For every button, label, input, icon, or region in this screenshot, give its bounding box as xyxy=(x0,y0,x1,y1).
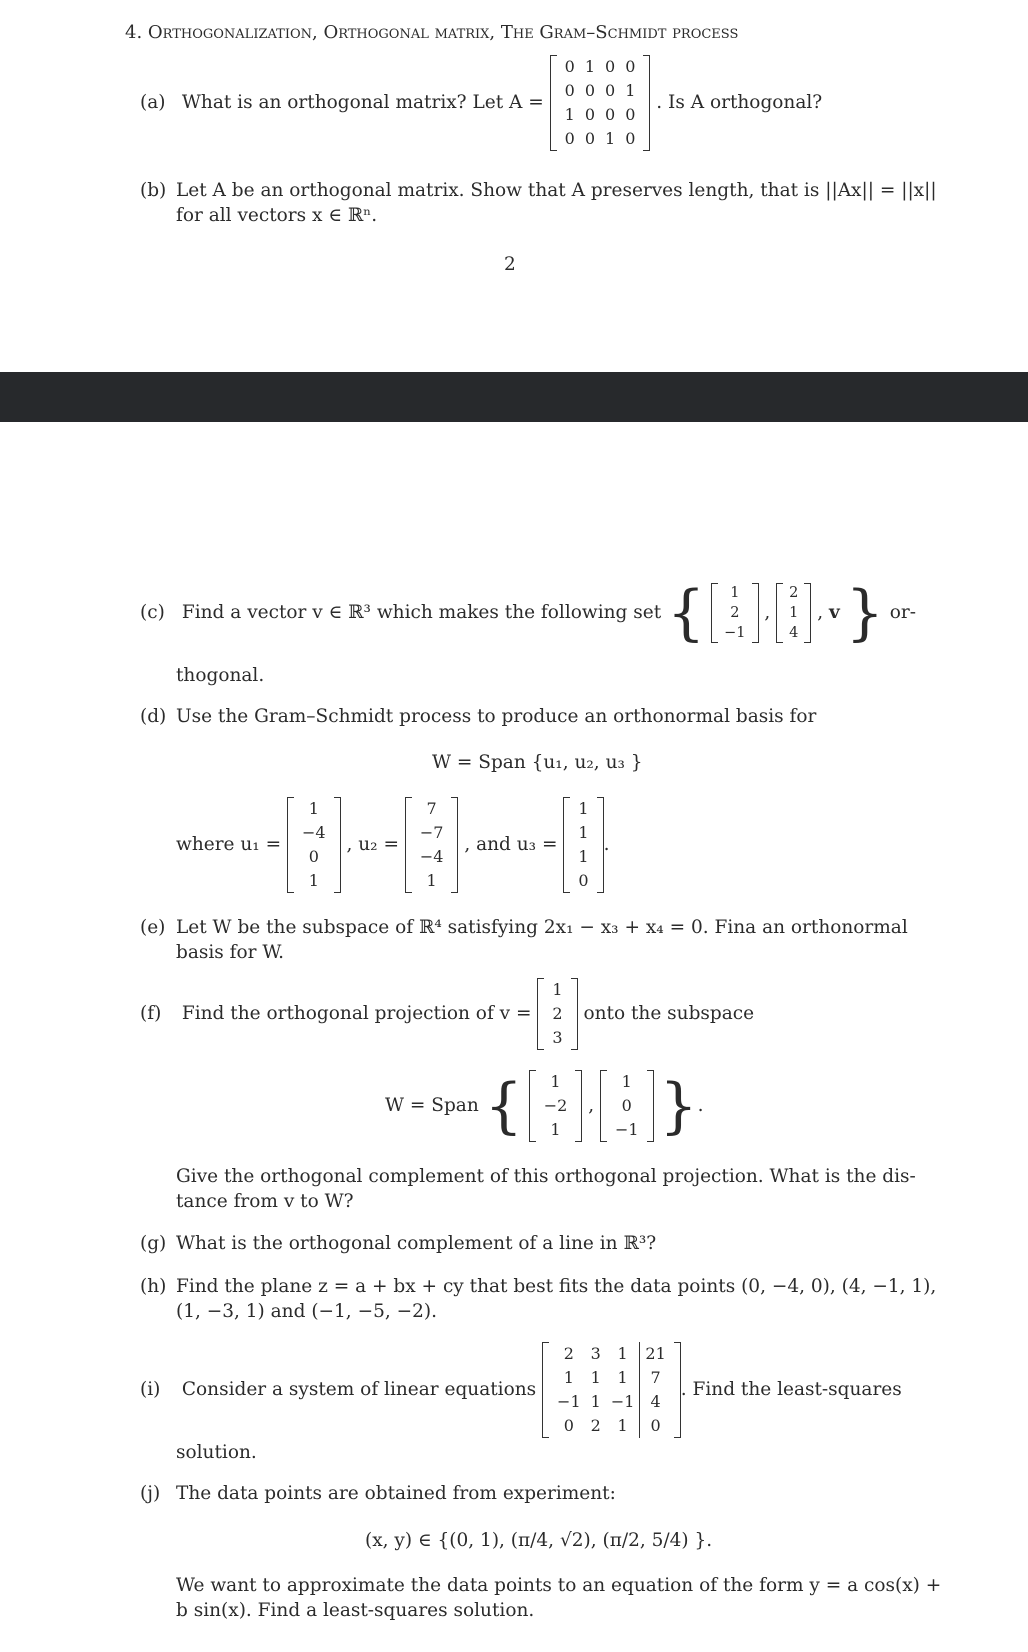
matrix-entry: −1 xyxy=(610,1392,635,1411)
matrix-entry: 1 xyxy=(590,1392,601,1411)
span-label: W = Span xyxy=(385,1095,479,1116)
matrix-entry: −1 xyxy=(557,1392,581,1411)
vector-u3 xyxy=(563,797,603,893)
part-h xyxy=(140,1274,936,1324)
part-c-tail: or- xyxy=(889,602,916,623)
matrix-entry: 1 xyxy=(625,81,636,100)
part-h-line1: Find the plane z = a + bx + cy that best fits the data points (0, −4, 0), (4, −1, 1), xyxy=(176,1276,937,1297)
augmented-matrix xyxy=(542,1342,681,1438)
u3-label: , and u₃ = xyxy=(464,834,558,855)
matrix-entry: 0 xyxy=(605,105,616,124)
matrix-entry: 1 xyxy=(578,823,589,842)
part-f xyxy=(140,978,754,1050)
matrix-entry: 0 xyxy=(621,1096,632,1115)
part-g xyxy=(140,1233,656,1254)
matrix-entry: 0 xyxy=(564,81,575,100)
right-brace: } xyxy=(845,578,884,648)
part-b xyxy=(140,178,937,228)
matrix-entry: 0 xyxy=(625,129,636,148)
matrix-entry: 0 xyxy=(625,57,636,76)
matrix-entry: 1 xyxy=(605,129,616,148)
matrix-entry: 0 xyxy=(308,847,319,866)
part-j-line3: We want to approximate the data points to an equation of the form y = a cos(x) + xyxy=(176,1575,942,1596)
matrix-entry: 1 xyxy=(308,799,319,818)
part-j-label: (j) xyxy=(140,1483,161,1504)
matrix-entry: −7 xyxy=(419,823,444,842)
matrix-entry: 0 xyxy=(564,129,575,148)
part-f-after: onto the subspace xyxy=(583,1003,755,1024)
u2-label: , u₂ = xyxy=(346,834,399,855)
matrix-entry: 1 xyxy=(552,980,563,999)
matrix-entry: 1 xyxy=(578,847,589,866)
period: . xyxy=(603,834,610,855)
part-g-label: (g) xyxy=(140,1233,167,1254)
matrix-entry: −2 xyxy=(543,1096,568,1115)
part-b-label: (b) xyxy=(140,180,167,201)
right-brace: } xyxy=(659,1071,698,1141)
matrix-a xyxy=(550,55,651,151)
matrix-entry: 0 xyxy=(640,1414,671,1438)
part-e-label: (e) xyxy=(140,917,166,938)
vector-w2 xyxy=(600,1070,654,1142)
part-h-line2: (1, −3, 1) and (−1, −5, −2). xyxy=(176,1301,437,1322)
part-f-tail xyxy=(176,1164,916,1214)
part-e-line1: Let W be the subspace of ℝ⁴ satisfying 2x₁ − x₃ + x₄ = 0. Fina an orthonormal xyxy=(176,917,908,938)
matrix-entry: 2 xyxy=(730,605,740,621)
vector-u1 xyxy=(287,797,341,893)
part-j-line4: b sin(x). Find a least-squares solution. xyxy=(176,1600,535,1621)
part-i-text: Consider a system of linear equations xyxy=(181,1379,537,1400)
vector-w1 xyxy=(529,1070,583,1142)
span-equation: W = Span {u₁, u₂, u₃ } xyxy=(432,752,643,773)
part-g-text: What is the orthogonal complement of a line in ℝ³? xyxy=(176,1233,657,1254)
matrix-entry: 1 xyxy=(730,585,740,601)
part-i-line2: solution. xyxy=(176,1442,257,1463)
matrix-entry: 1 xyxy=(590,1368,601,1387)
matrix-entry: 0 xyxy=(605,57,616,76)
matrix-entry: 0 xyxy=(563,1416,574,1435)
matrix-entry: 0 xyxy=(578,871,589,890)
data-points-equation: (x, y) ∈ {(0, 1), (π/4, √2), (π/2, 5/4) }. xyxy=(365,1530,713,1551)
vector-v-label: v xyxy=(829,602,840,623)
vector-v xyxy=(537,978,577,1050)
matrix-entry: 1 xyxy=(308,871,319,890)
matrix-entry: 1 xyxy=(426,871,437,890)
matrix-entry: 1 xyxy=(550,1072,561,1091)
matrix-entry: 1 xyxy=(584,57,596,76)
matrix-entry: 4 xyxy=(789,625,799,641)
matrix-entry: 4 xyxy=(640,1390,671,1414)
matrix-entry: 0 xyxy=(584,81,596,100)
left-brace: { xyxy=(667,578,706,648)
matrix-entry: 1 xyxy=(550,1120,561,1139)
matrix-entry: 7 xyxy=(640,1366,671,1390)
part-f-label: (f) xyxy=(140,1003,162,1024)
matrix-entry: −1 xyxy=(724,625,746,641)
where-u1-label: where u₁ = xyxy=(176,834,282,855)
vector-c1 xyxy=(711,583,758,643)
matrix-entry: 3 xyxy=(552,1028,563,1047)
matrix-entry: 2 xyxy=(552,1004,563,1023)
part-a xyxy=(140,55,822,151)
matrix-entry: 1 xyxy=(789,605,799,621)
matrix-entry: 21 xyxy=(640,1342,671,1366)
matrix-entry: 0 xyxy=(564,57,575,76)
matrix-entry: −4 xyxy=(301,823,326,842)
period: . xyxy=(697,1095,704,1116)
matrix-entry: 1 xyxy=(617,1344,628,1363)
matrix-entry: 0 xyxy=(584,129,596,148)
part-d-vectors xyxy=(176,797,609,893)
part-c: (c) Find a vector v ∈ ℝ³ which makes the following set { 1 2 −1 , 2 1 4 , v } or- xyxy=(140,578,916,648)
part-d-label: (d) xyxy=(140,706,167,727)
part-i-after: . Find the least-squares xyxy=(680,1379,902,1400)
part-b-line1: Let A be an orthogonal matrix. Show that A preserves length, that is ||Ax|| = ||x|| xyxy=(176,180,937,201)
subspace-w: W = Span { 1 −2 1 , 1 0 −1 }. xyxy=(385,1071,704,1141)
part-f-line3: Give the orthogonal complement of this orthogonal projection. What is the dis- xyxy=(176,1166,916,1187)
matrix-entry: 1 xyxy=(564,105,575,124)
matrix-entry: 2 xyxy=(590,1416,601,1435)
part-a-label: (a) xyxy=(140,92,166,113)
part-j-tail xyxy=(176,1573,941,1623)
matrix-entry: 1 xyxy=(617,1416,628,1435)
matrix-entry: −4 xyxy=(419,847,444,866)
part-c-line2: thogonal. xyxy=(176,665,265,686)
vector-c2 xyxy=(776,583,811,643)
matrix-entry: 1 xyxy=(578,799,589,818)
part-c-text: Find a vector v ∈ ℝ³ which makes the following set xyxy=(181,602,662,623)
left-brace: { xyxy=(484,1071,523,1141)
matrix-entry: 2 xyxy=(789,585,799,601)
part-i-label: (i) xyxy=(140,1379,161,1400)
part-b-line2: for all vectors x ∈ ℝⁿ. xyxy=(176,205,378,226)
vector-u2 xyxy=(405,797,459,893)
part-e-line2: basis for W. xyxy=(176,942,285,963)
part-j-line1: The data points are obtained from experiment: xyxy=(176,1483,616,1504)
part-d xyxy=(140,706,816,727)
matrix-entry: 7 xyxy=(426,799,437,818)
part-a-text: What is an orthogonal matrix? Let A = xyxy=(181,92,544,113)
part-f-text: Find the orthogonal projection of v = xyxy=(181,1003,532,1024)
part-c-label: (c) xyxy=(140,602,165,623)
section-title: 4. Orthogonalization, Orthogonal matrix, The Gram–Schmidt process xyxy=(125,22,739,43)
matrix-entry: 0 xyxy=(584,105,596,124)
matrix-entry: 1 xyxy=(617,1368,628,1387)
part-f-line4: tance from v to W? xyxy=(176,1191,354,1212)
part-e xyxy=(140,915,908,965)
part-d-text: Use the Gram–Schmidt process to produce an orthonormal basis for xyxy=(176,706,817,727)
matrix-entry: −1 xyxy=(614,1120,639,1139)
part-i xyxy=(140,1342,902,1438)
page-separator-band xyxy=(0,372,1028,422)
part-h-label: (h) xyxy=(140,1276,167,1297)
matrix-entry: 0 xyxy=(605,81,616,100)
matrix-entry: 2 xyxy=(563,1344,574,1363)
part-a-question: . Is A orthogonal? xyxy=(656,92,823,113)
matrix-entry: 1 xyxy=(621,1072,632,1091)
matrix-entry: 1 xyxy=(563,1368,574,1387)
matrix-entry: 0 xyxy=(625,105,636,124)
page-number: 2 xyxy=(504,254,516,275)
matrix-entry: 3 xyxy=(590,1344,601,1363)
part-j xyxy=(140,1483,616,1504)
